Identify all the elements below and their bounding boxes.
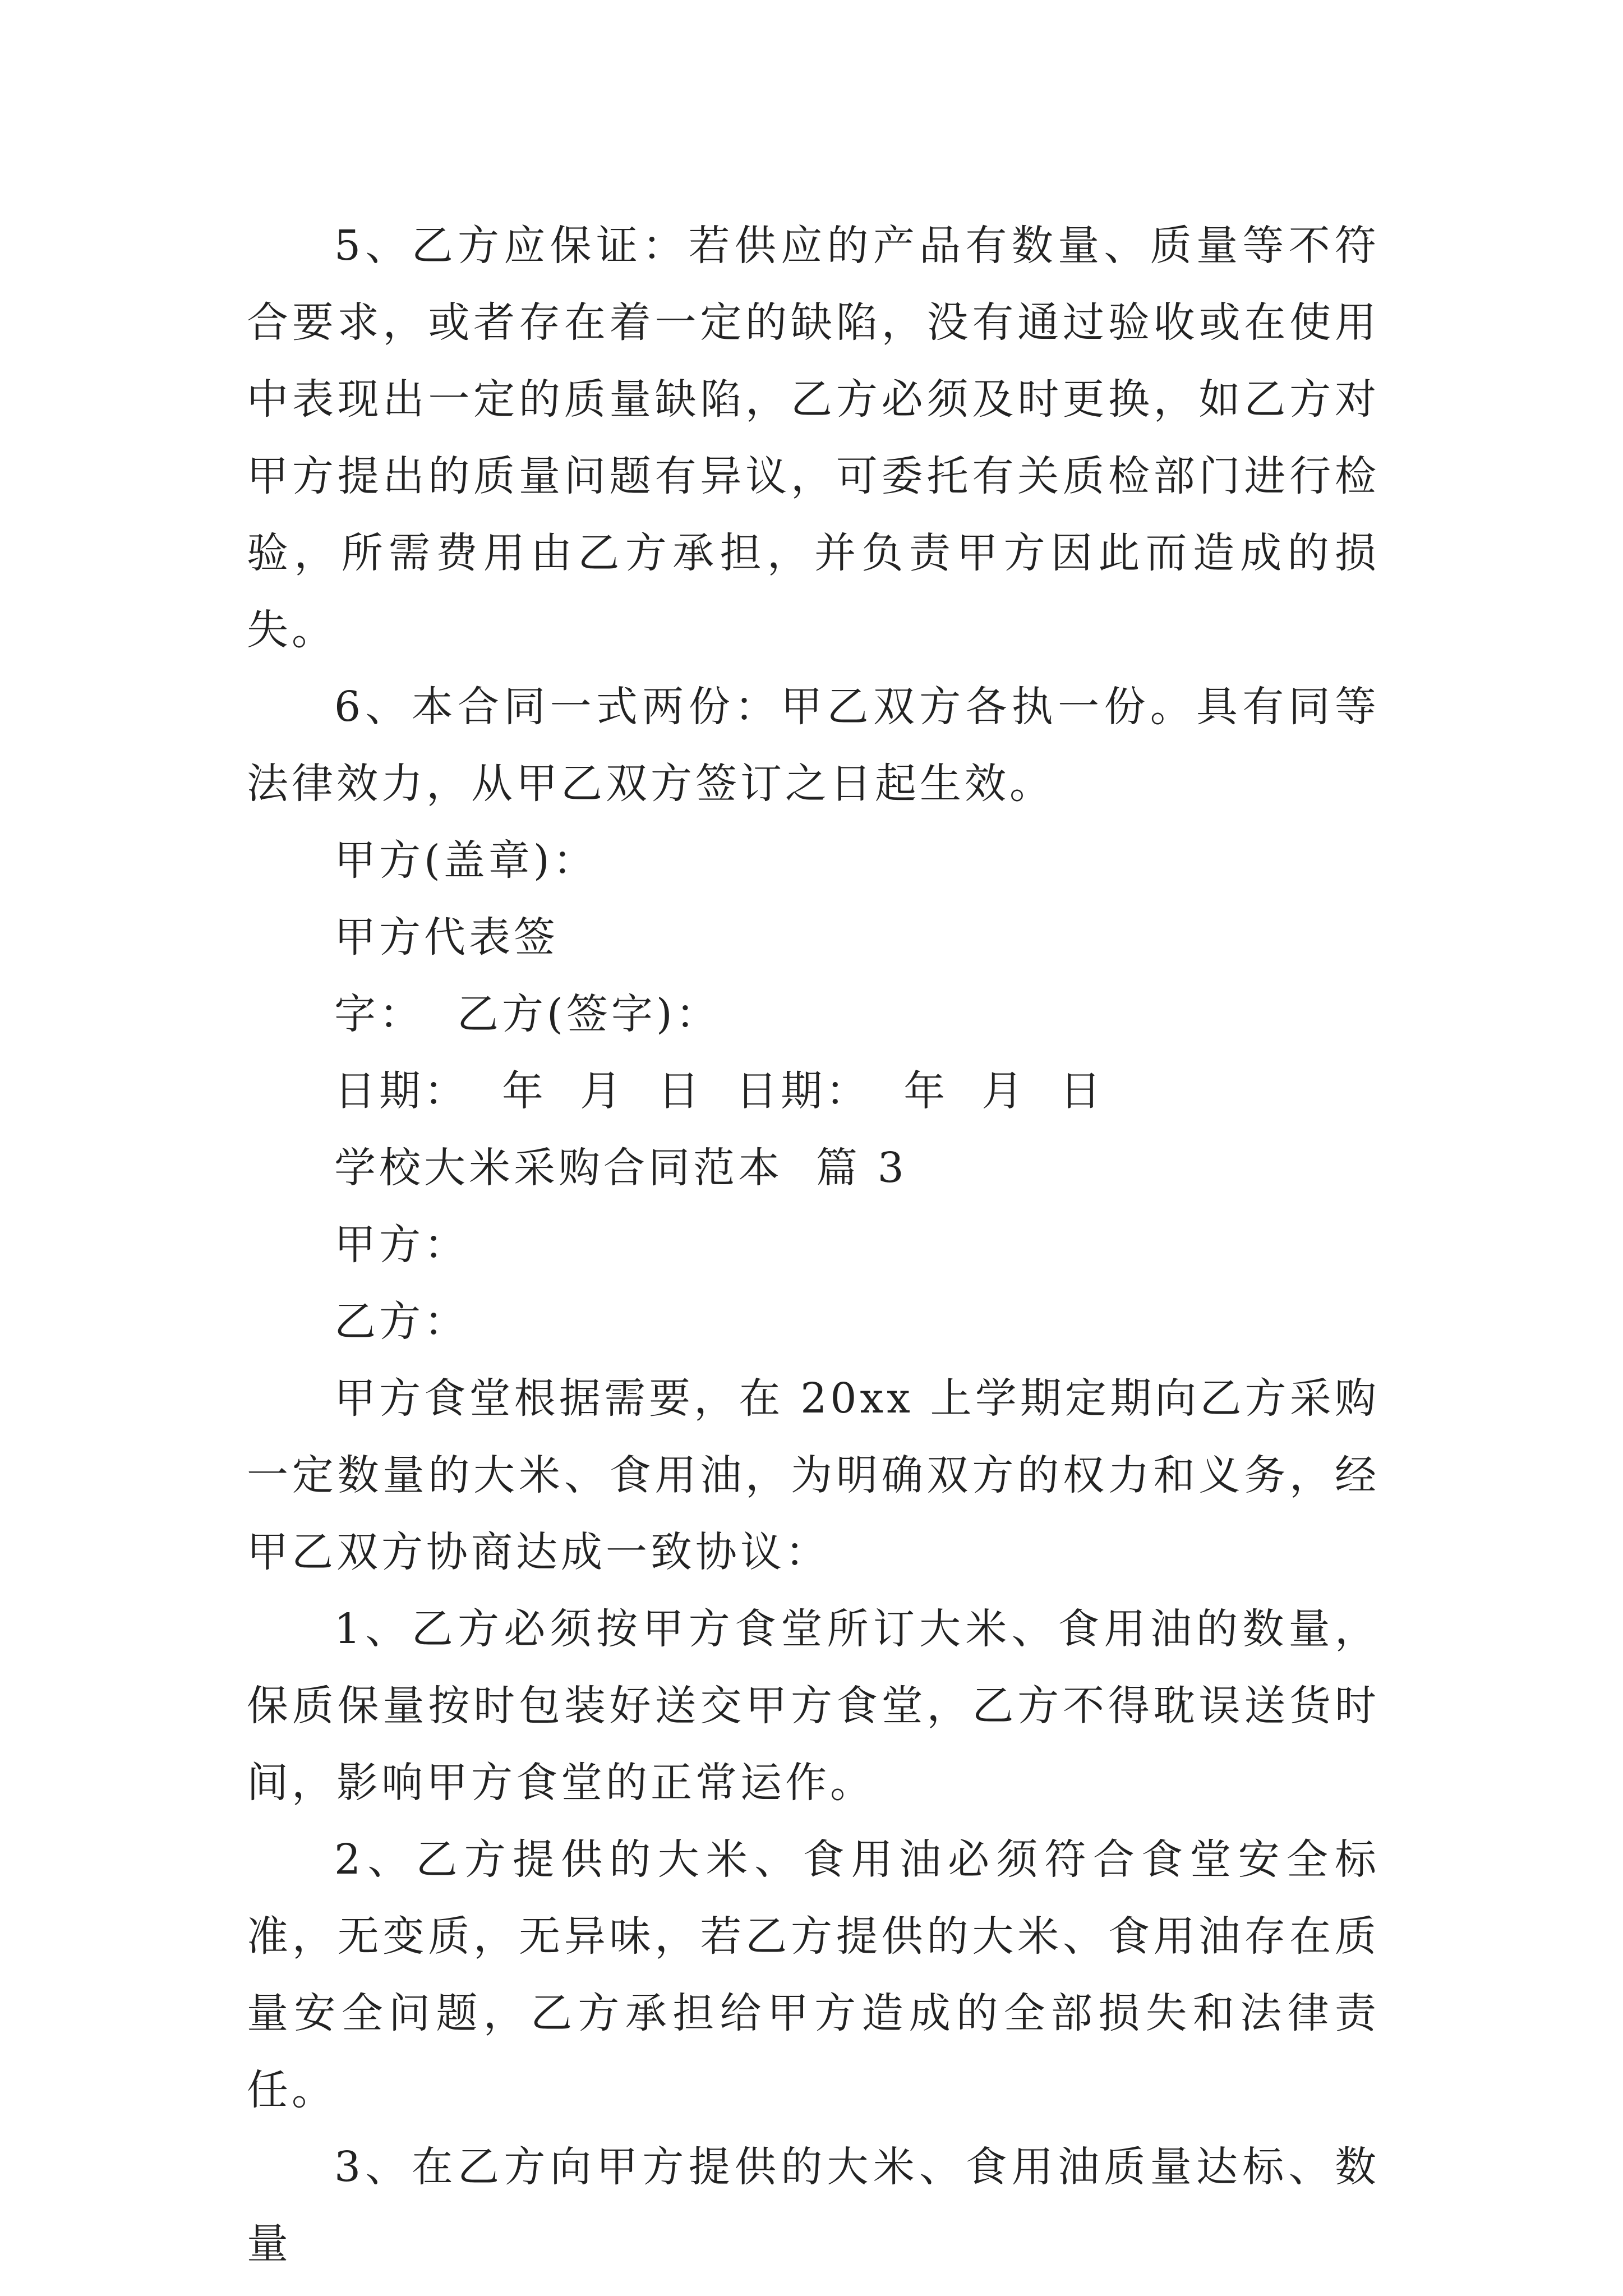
preamble-paragraph: 甲方食堂根据需要，在 20xx 上学期定期向乙方采购一定数量的大米、食用油，为明确双方的权力和义务，经甲乙双方协商达成一致协议： bbox=[247, 1374, 1380, 1576]
party-a-line: 甲方： bbox=[334, 1221, 469, 1269]
party-a-rep-sign-line: 甲方代表签 bbox=[334, 913, 559, 961]
clause-3-paragraph: 3、在乙方向甲方提供的大米、食用油质量达标、数量 bbox=[247, 2143, 1380, 2268]
document-body bbox=[247, 208, 1380, 2283]
date-line: 日期： 年 月 日 日期： 年 月 日 bbox=[334, 1067, 1105, 1115]
party-a-seal-line: 甲方(盖章)： bbox=[334, 836, 598, 885]
clause-6-paragraph: 6、本合同一式两份：甲乙双方各执一份。具有同等法律效力，从甲乙双方签订之日起生效。 bbox=[247, 683, 1380, 808]
clause-2-paragraph: 2、乙方提供的大米、食用油必须符合食堂安全标准，无变质，无异味，若乙方提供的大米、食用油存在质量安全问题，乙方承担给甲方造成的全部损失和法律责任。 bbox=[247, 1835, 1380, 2114]
party-b-line: 乙方： bbox=[334, 1297, 469, 1346]
clause-5-paragraph: 5、乙方应保证：若供应的产品有数量、质量等不符合要求，或者存在着一定的缺陷，没有通过验收或在使用中表现出一定的质量缺陷，乙方必须及时更换，如乙方对甲方提出的质量问题有异议，可委托有关质检部门进行检验，所需费用由乙方承担，并负责甲方因此而造成的损失。 bbox=[247, 222, 1380, 654]
sign-party-b-line: 字： 乙方(签字)： bbox=[334, 990, 721, 1038]
section-title: 学校大米采购合同范本 篇 3 bbox=[334, 1144, 907, 1192]
clause-1-paragraph: 1、乙方必须按甲方食堂所订大米、食用油的数量，保质保量按时包装好送交甲方食堂，乙方不得耽误送货时间，影响甲方食堂的正常运作。 bbox=[247, 1605, 1380, 1807]
